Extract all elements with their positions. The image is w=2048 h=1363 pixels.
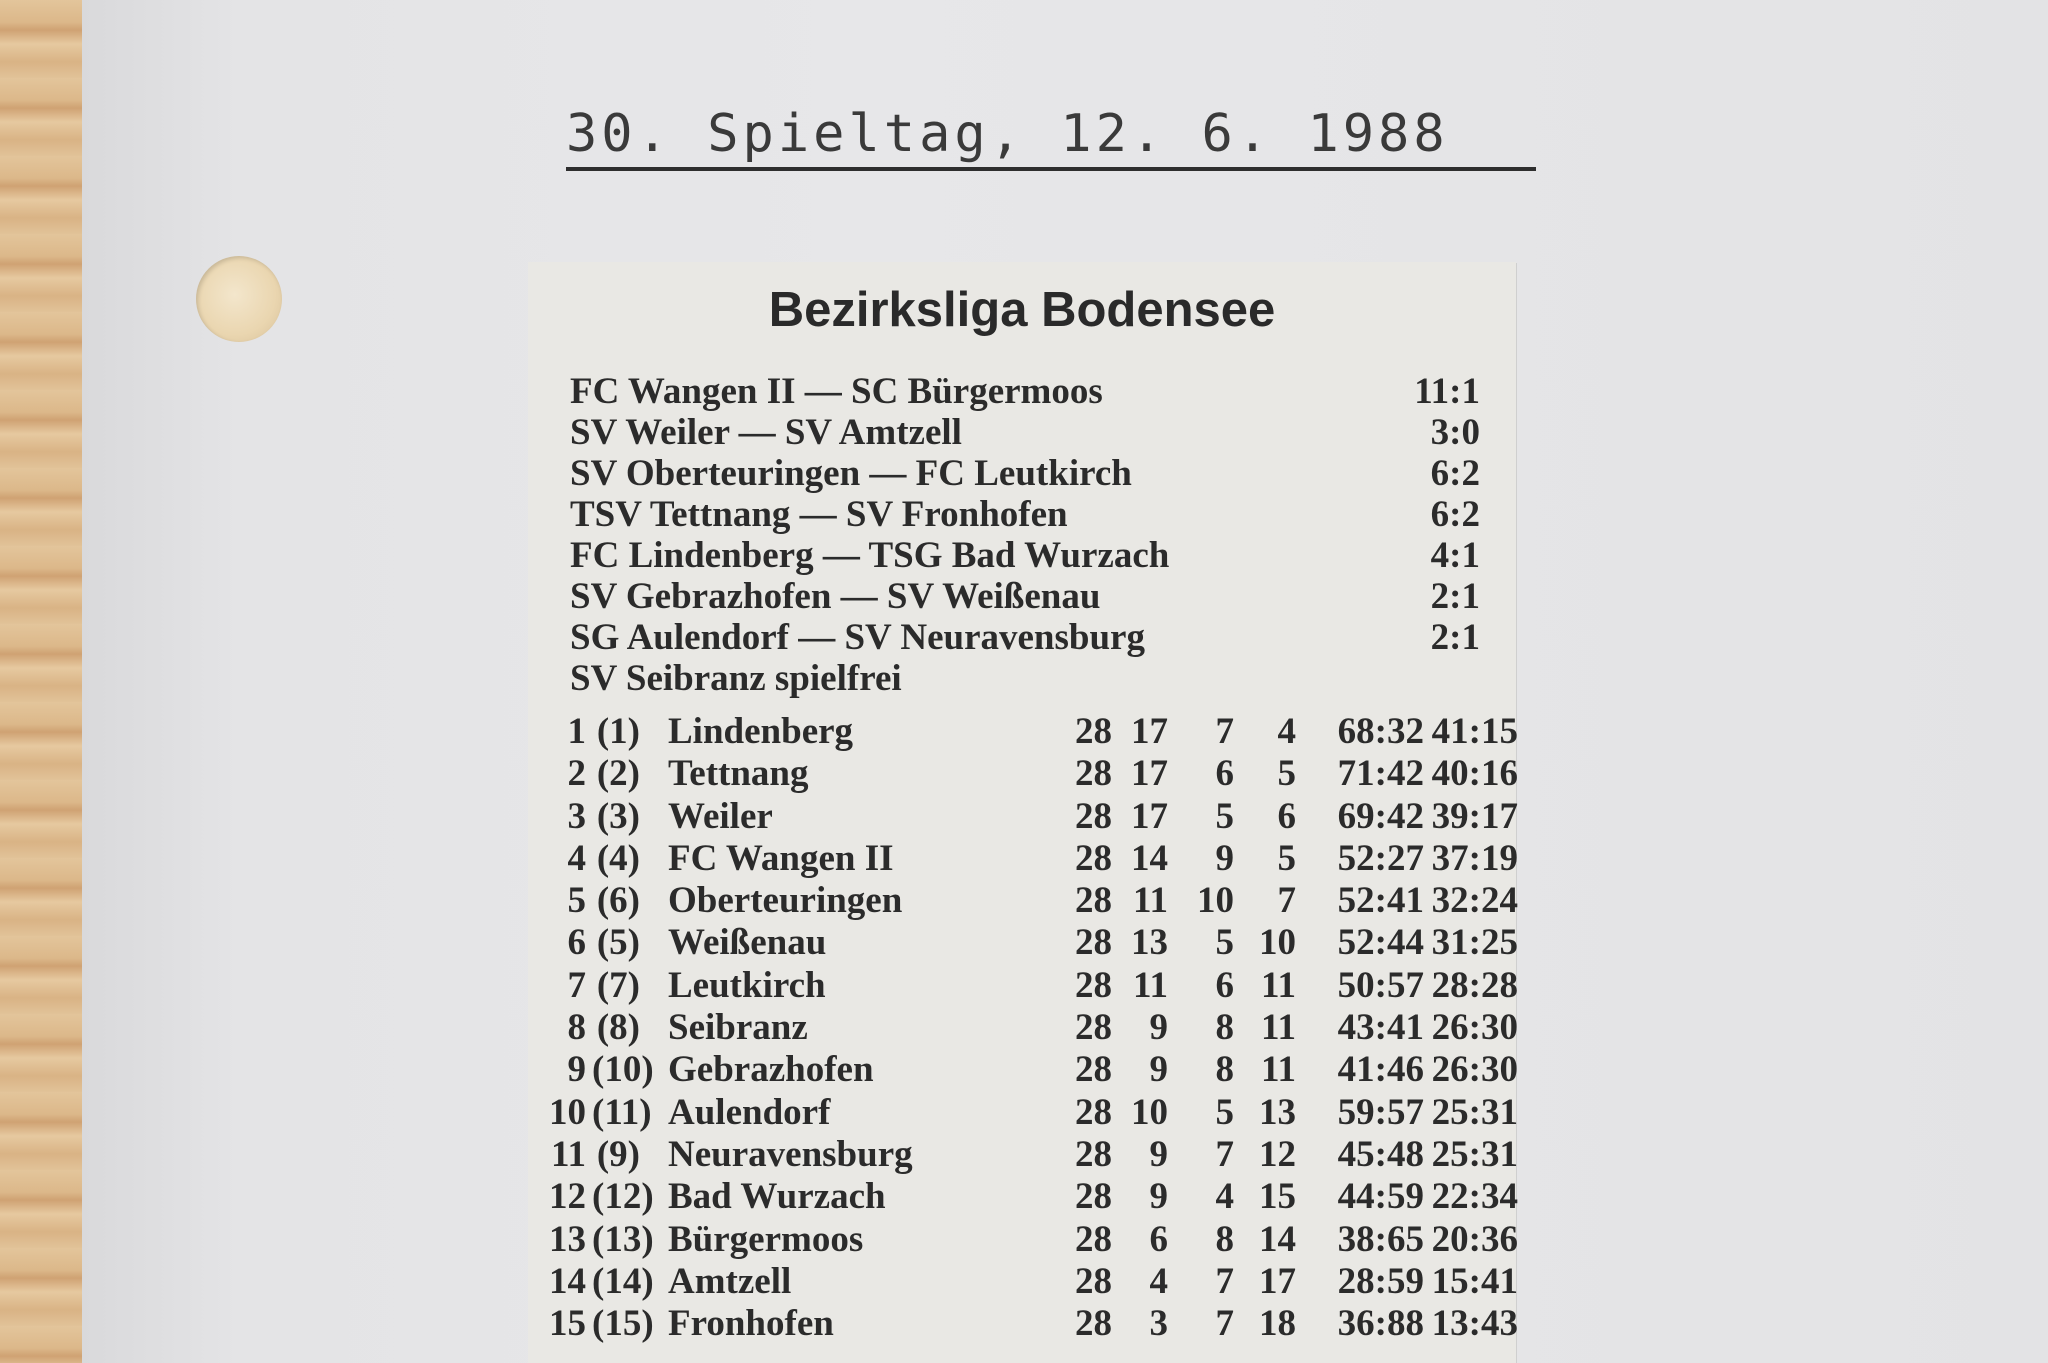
team-name: Weißenau — [668, 922, 827, 964]
games-drawn: 7 — [1215, 1133, 1234, 1175]
games-lost: 7 — [1277, 880, 1296, 922]
standings-row — [538, 1048, 1518, 1091]
games-played: 28 — [1075, 795, 1112, 837]
games-drawn: 5 — [1215, 1091, 1234, 1133]
team-name: Weiler — [668, 795, 773, 837]
match-pairing: FC Lindenberg — TSG Bad Wurzach — [570, 535, 1170, 576]
goal-ratio: 36:88 — [1337, 1303, 1424, 1345]
goal-ratio: 28:59 — [1337, 1260, 1424, 1302]
match-score: 2:1 — [1430, 617, 1480, 658]
games-drawn: 8 — [1215, 1049, 1234, 1091]
goal-ratio: 52:44 — [1337, 922, 1424, 964]
games-won: 17 — [1131, 753, 1168, 795]
result-row — [570, 575, 1480, 616]
rank: 3 — [567, 795, 586, 837]
previous-rank: (6) — [596, 880, 640, 922]
team-name: Tettnang — [668, 753, 809, 795]
points: 37:19 — [1431, 837, 1518, 879]
result-row — [570, 616, 1480, 657]
standings-row — [538, 921, 1518, 964]
rank: 8 — [567, 1007, 586, 1049]
previous-rank: (8) — [596, 1007, 640, 1049]
points: 25:31 — [1431, 1133, 1518, 1175]
games-won: 9 — [1149, 1007, 1168, 1049]
previous-rank: (2) — [596, 753, 640, 795]
standings-row — [538, 1218, 1518, 1260]
rank: 10 — [549, 1091, 586, 1133]
previous-rank: (11) — [592, 1091, 652, 1133]
games-played: 28 — [1075, 880, 1112, 922]
games-won: 14 — [1131, 837, 1168, 879]
games-drawn: 7 — [1215, 711, 1234, 752]
games-played: 28 — [1075, 753, 1112, 795]
previous-rank: (4) — [596, 837, 640, 879]
league-title: Bezirksliga Bodensee — [768, 283, 1276, 337]
rank: 6 — [567, 922, 586, 964]
match-pairing: SV Weiler — SV Amtzell — [570, 412, 962, 453]
previous-rank: (10) — [592, 1049, 654, 1091]
games-lost: 14 — [1259, 1218, 1296, 1260]
games-played: 28 — [1075, 1007, 1112, 1049]
games-played: 28 — [1075, 964, 1112, 1006]
standings-row — [538, 1302, 1518, 1345]
games-drawn: 8 — [1215, 1218, 1234, 1260]
result-row — [570, 493, 1480, 534]
rank: 12 — [549, 1176, 586, 1218]
points: 40:16 — [1431, 753, 1518, 795]
team-name: Fronhofen — [668, 1303, 834, 1345]
standings-row — [538, 710, 1518, 752]
games-drawn: 7 — [1215, 1260, 1234, 1302]
games-lost: 17 — [1259, 1260, 1296, 1302]
rank: 9 — [567, 1049, 586, 1091]
standings-row — [538, 795, 1518, 837]
rank: 15 — [549, 1303, 586, 1345]
goal-ratio: 71:42 — [1337, 753, 1424, 795]
team-name: Leutkirch — [668, 964, 826, 1006]
match-score: 6:2 — [1430, 494, 1480, 535]
games-won: 11 — [1133, 964, 1168, 1006]
points: 28:28 — [1431, 964, 1518, 1006]
rank: 7 — [567, 964, 586, 1006]
games-drawn: 7 — [1215, 1303, 1234, 1345]
games-played: 28 — [1075, 1303, 1112, 1345]
team-name: Amtzell — [668, 1260, 792, 1302]
games-played: 28 — [1075, 1176, 1112, 1218]
games-drawn: 5 — [1215, 922, 1234, 964]
goal-ratio: 38:65 — [1337, 1218, 1424, 1260]
previous-rank: (5) — [596, 922, 640, 964]
games-drawn: 6 — [1215, 753, 1234, 795]
games-lost: 11 — [1261, 1049, 1296, 1091]
games-drawn: 10 — [1197, 880, 1234, 922]
team-name: Bad Wurzach — [668, 1176, 886, 1218]
rank: 5 — [567, 880, 586, 922]
games-lost: 13 — [1259, 1091, 1296, 1133]
team-name: Neuravensburg — [668, 1133, 913, 1175]
games-won: 9 — [1149, 1049, 1168, 1091]
games-played: 28 — [1075, 1049, 1112, 1091]
match-pairing: SV Gebrazhofen — SV Weißenau — [570, 576, 1101, 617]
games-played: 28 — [1075, 1091, 1112, 1133]
result-row — [570, 411, 1480, 452]
standings-row — [538, 1260, 1518, 1302]
punch-hole — [196, 256, 282, 342]
team-name: Lindenberg — [668, 711, 854, 752]
games-played: 28 — [1075, 1260, 1112, 1302]
goal-ratio: 41:46 — [1337, 1049, 1424, 1091]
games-lost: 18 — [1259, 1303, 1296, 1345]
games-played: 28 — [1075, 922, 1112, 964]
rank: 1 — [567, 711, 586, 752]
previous-rank: (3) — [596, 795, 640, 837]
match-score: 3:0 — [1430, 412, 1480, 453]
team-name: FC Wangen II — [668, 837, 894, 879]
rank: 13 — [549, 1218, 586, 1260]
previous-rank: (13) — [592, 1218, 654, 1260]
standings-row — [538, 1133, 1518, 1175]
games-lost: 11 — [1261, 964, 1296, 1006]
previous-rank: (15) — [592, 1303, 654, 1345]
games-drawn: 4 — [1215, 1176, 1234, 1218]
match-score: 2:1 — [1430, 576, 1480, 617]
games-drawn: 6 — [1215, 964, 1234, 1006]
goal-ratio: 44:59 — [1337, 1176, 1424, 1218]
typed-heading-underline — [566, 167, 1536, 171]
goal-ratio: 52:41 — [1337, 880, 1424, 922]
match-score: 4:1 — [1430, 535, 1480, 576]
games-won: 3 — [1149, 1303, 1168, 1345]
games-lost: 6 — [1277, 795, 1296, 837]
team-name: Aulendorf — [668, 1091, 831, 1133]
standings-row — [538, 879, 1518, 922]
typed-matchday-heading — [566, 104, 1546, 164]
rank: 11 — [551, 1133, 586, 1175]
games-won: 4 — [1149, 1260, 1168, 1302]
match-pairing: FC Wangen II — SC Bürgermoos — [570, 371, 1103, 412]
games-lost: 15 — [1259, 1176, 1296, 1218]
rank: 4 — [567, 837, 586, 879]
goal-ratio: 52:27 — [1337, 837, 1424, 879]
match-pairing: SV Oberteuringen — FC Leutkirch — [570, 453, 1132, 494]
games-played: 28 — [1075, 1218, 1112, 1260]
games-played: 28 — [1075, 837, 1112, 879]
standings-row — [538, 1091, 1518, 1133]
previous-rank: (7) — [596, 964, 640, 1006]
standings-row — [538, 964, 1518, 1006]
previous-rank: (1) — [596, 711, 640, 752]
match-score: 6:2 — [1430, 453, 1480, 494]
games-won: 13 — [1131, 922, 1168, 964]
previous-rank: (12) — [592, 1176, 654, 1218]
games-lost: 5 — [1277, 837, 1296, 879]
result-row — [570, 534, 1480, 575]
match-pairing: SG Aulendorf — SV Neuravensburg — [570, 617, 1145, 658]
games-lost: 11 — [1261, 1007, 1296, 1049]
games-won: 9 — [1149, 1176, 1168, 1218]
match-results-list — [570, 370, 1480, 698]
games-drawn: 5 — [1215, 795, 1234, 837]
games-won: 9 — [1149, 1133, 1168, 1175]
goal-ratio: 45:48 — [1337, 1133, 1424, 1175]
standings-row — [538, 1175, 1518, 1218]
games-won: 11 — [1133, 880, 1168, 922]
goal-ratio: 50:57 — [1337, 964, 1424, 1006]
games-lost: 5 — [1277, 753, 1296, 795]
standings-row — [538, 752, 1518, 795]
bye-note: SV Seibranz spielfrei — [570, 658, 902, 699]
games-drawn: 8 — [1215, 1007, 1234, 1049]
points: 31:25 — [1431, 922, 1518, 964]
points: 22:34 — [1431, 1176, 1518, 1218]
team-name: Bürgermoos — [668, 1218, 864, 1260]
previous-rank: (9) — [596, 1133, 640, 1175]
points: 26:30 — [1431, 1049, 1518, 1091]
points: 39:17 — [1431, 795, 1518, 837]
points: 41:15 — [1431, 711, 1518, 752]
rank: 14 — [549, 1260, 586, 1302]
team-name: Oberteuringen — [668, 880, 903, 922]
newspaper-clipping — [528, 262, 1516, 1363]
result-row — [570, 370, 1480, 411]
match-score: 11:1 — [1414, 371, 1480, 412]
games-won: 6 — [1149, 1218, 1168, 1260]
points: 15:41 — [1431, 1260, 1518, 1302]
rank: 2 — [567, 753, 586, 795]
goal-ratio: 69:42 — [1337, 795, 1424, 837]
goal-ratio: 68:32 — [1337, 711, 1424, 752]
games-won: 10 — [1131, 1091, 1168, 1133]
games-lost: 12 — [1259, 1133, 1296, 1175]
result-row — [570, 452, 1480, 493]
points: 32:24 — [1431, 880, 1518, 922]
typed-matchday-text: 30. Spieltag, 12. 6. 1988 — [566, 104, 1449, 164]
games-won: 17 — [1131, 795, 1168, 837]
points: 20:36 — [1431, 1218, 1518, 1260]
games-won: 17 — [1131, 711, 1168, 752]
goal-ratio: 59:57 — [1337, 1091, 1424, 1133]
games-lost: 4 — [1277, 711, 1296, 752]
team-name: Seibranz — [668, 1007, 808, 1049]
games-played: 28 — [1075, 1133, 1112, 1175]
team-name: Gebrazhofen — [668, 1049, 874, 1091]
games-played: 28 — [1075, 711, 1112, 752]
goal-ratio: 43:41 — [1337, 1007, 1424, 1049]
standings-row — [538, 837, 1518, 879]
points: 26:30 — [1431, 1007, 1518, 1049]
standings-table — [538, 710, 1518, 1345]
match-pairing: TSV Tettnang — SV Fronhofen — [570, 494, 1068, 535]
standings-row — [538, 1006, 1518, 1049]
points: 25:31 — [1431, 1091, 1518, 1133]
games-lost: 10 — [1259, 922, 1296, 964]
previous-rank: (14) — [592, 1260, 654, 1302]
points: 13:43 — [1431, 1303, 1518, 1345]
games-drawn: 9 — [1215, 837, 1234, 879]
